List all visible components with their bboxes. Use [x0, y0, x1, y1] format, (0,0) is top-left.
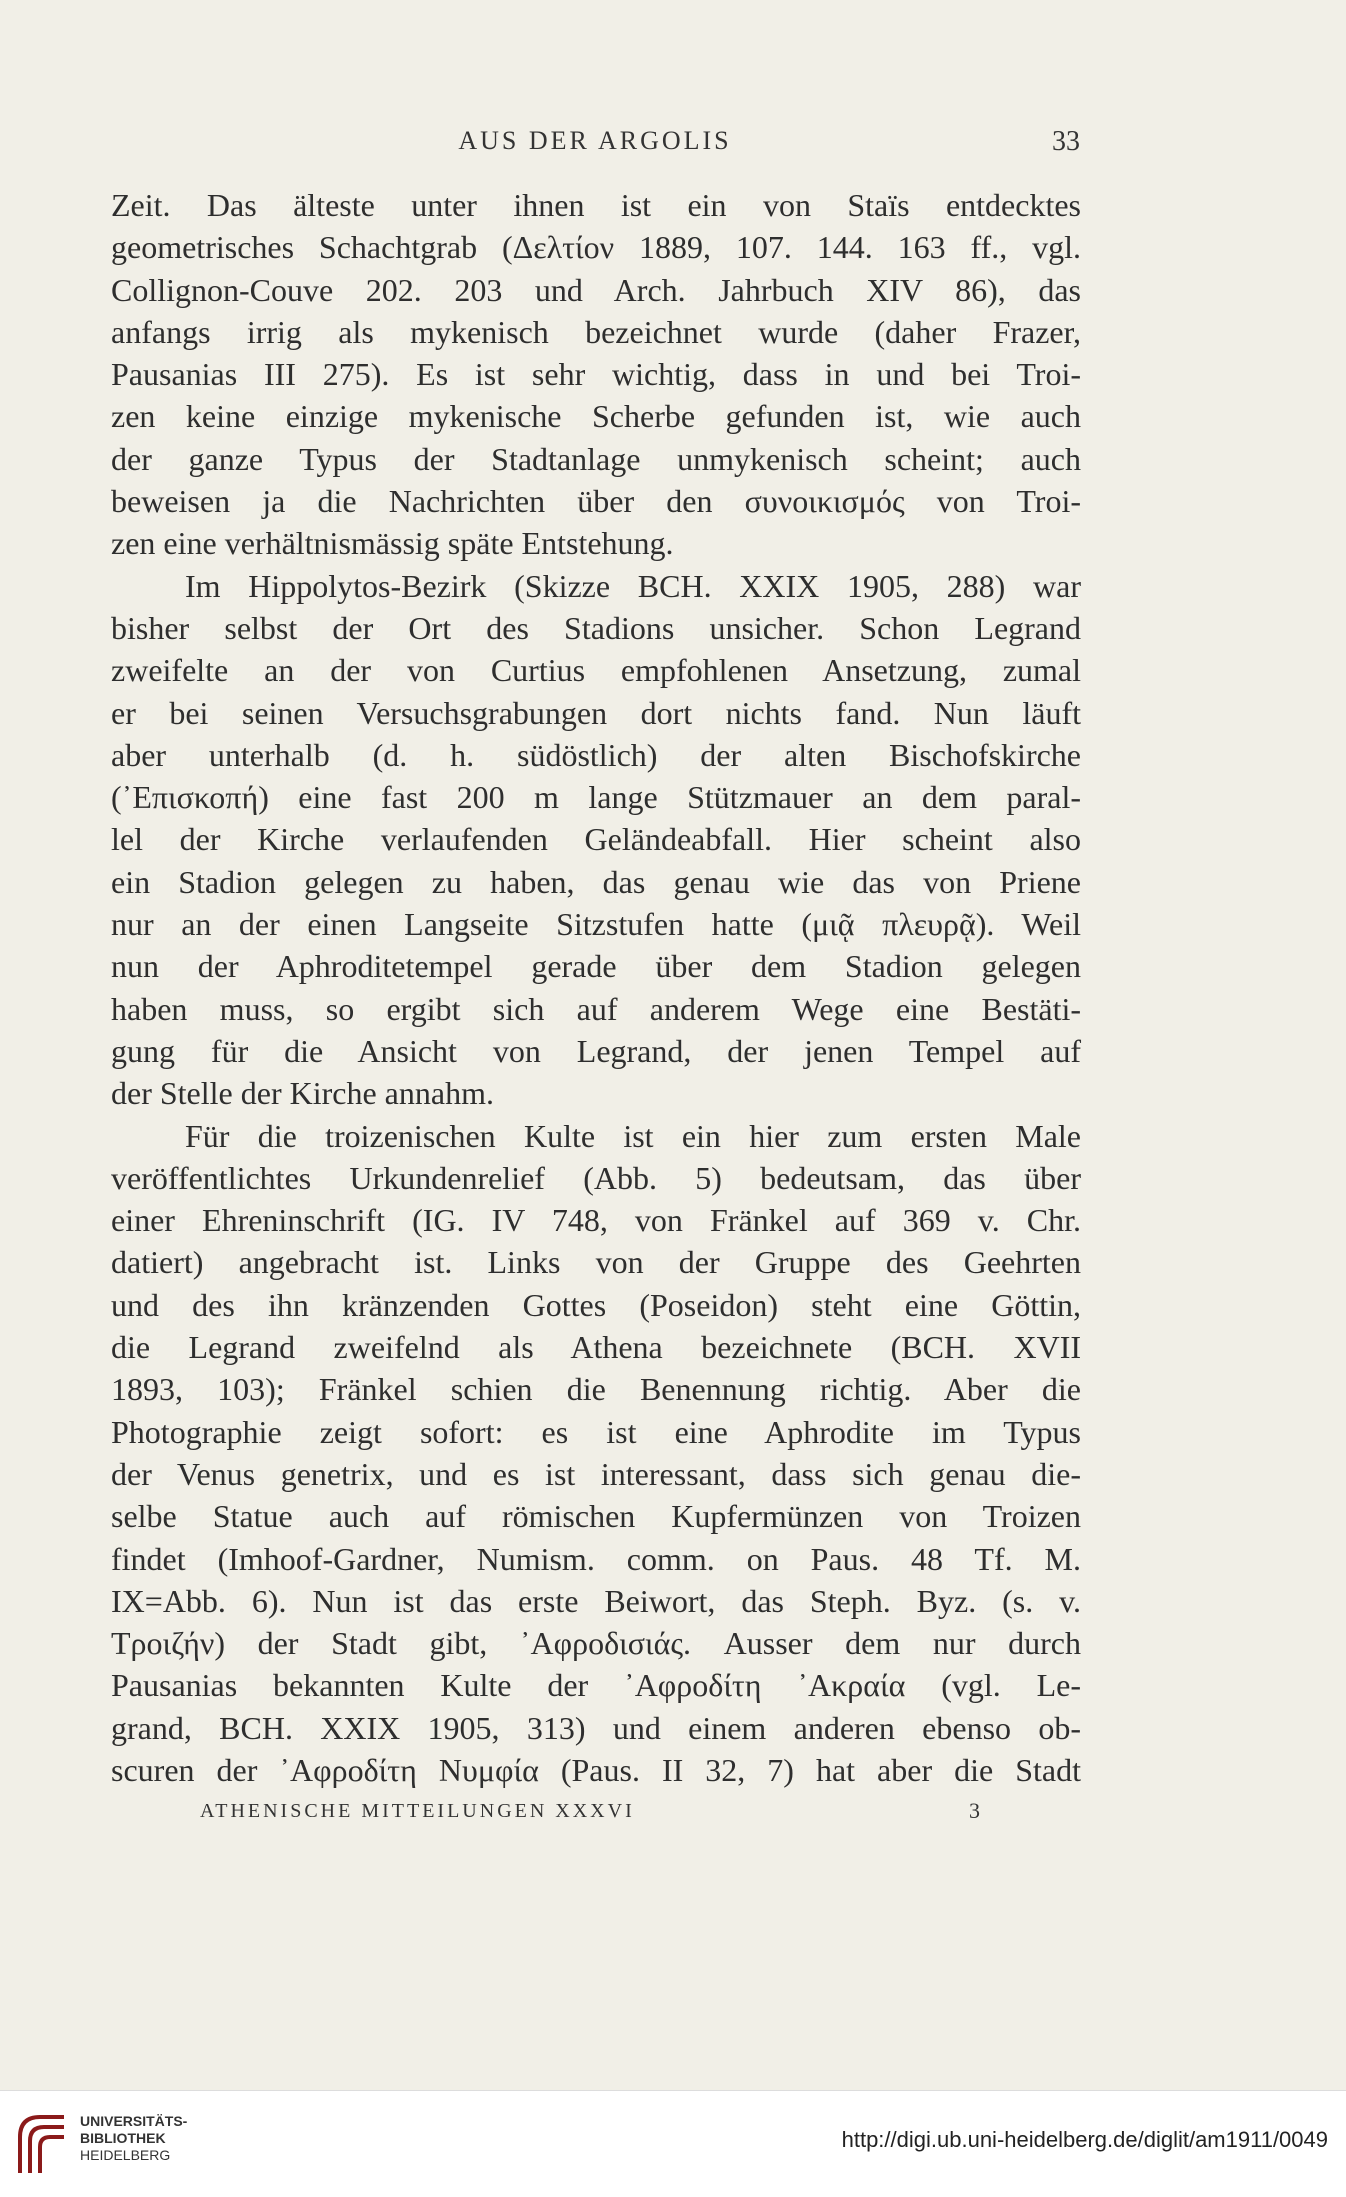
text-line: zweifelte an der von Curtius empfohlenen Ansetzung, zumal — [111, 652, 1081, 689]
text-line: scuren der ᾿Αφροδίτη Νυμφία (Paus. II 32, 7) hat aber die Stadt — [111, 1751, 1081, 1788]
text-line: haben muss, so ergibt sich auf anderem Wege eine Bestäti- — [111, 990, 1081, 1027]
library-footer-bar — [0, 2090, 1346, 2197]
text-line: die Legrand zweifelnd als Athena bezeichnete (BCH. XVII — [111, 1329, 1081, 1366]
text-line: Zeit. Das älteste unter ihnen ist ein von Staïs entdecktes — [111, 187, 1081, 223]
library-name-line1: UNIVERSITÄTS- — [80, 2113, 188, 2129]
library-logo-icon — [14, 2107, 70, 2179]
text-line: (᾿Επισκοπή) eine fast 200 m lange Stützmauer an dem paral- — [111, 779, 1081, 816]
text-line: gung für die Ansicht von Legrand, der jenen Tempel auf — [111, 1032, 1081, 1069]
text-line: findet (Imhoof-Gardner, Numism. comm. on Paus. 48 Tf. M. — [111, 1540, 1081, 1577]
running-head — [110, 126, 1080, 160]
text-line: der ganze Typus der Stadtanlage unmykenisch scheint; auch — [111, 440, 1081, 477]
text-line: grand, BCH. XXIX 1905, 313) und einem anderen ebenso ob- — [111, 1709, 1081, 1746]
text-line: Photographie zeigt sofort: es ist eine Aphrodite im Typus — [111, 1413, 1081, 1450]
text-line: lel der Kirche verlaufenden Geländeabfall. Hier scheint also — [111, 821, 1081, 858]
text-line: beweisen ja die Nachrichten über den συνοικισμός von Troi- — [111, 483, 1081, 520]
text-line: Collignon-Couve 202. 203 und Arch. Jahrbuch XIV 86), das — [111, 271, 1081, 308]
text-line: Für die troizenischen Kulte ist ein hier zum ersten Male — [185, 1117, 1081, 1154]
running-title: AUS DER ARGOLIS — [458, 126, 732, 155]
journal-signature-line: ATHENISCHE MITTEILUNGEN XXXVI — [200, 1800, 635, 1822]
text-line: bisher selbst der Ort des Stadions unsicher. Schon Legrand — [111, 609, 1081, 646]
text-line: zen keine einzige mykenische Scherbe gefunden ist, wie auch — [111, 398, 1081, 435]
text-line: Τροιζήν) der Stadt gibt, ᾿Αφροδισιάς. Ausser dem nur durch — [111, 1625, 1081, 1662]
text-line: veröffentlichtes Urkundenrelief (Abb. 5) bedeutsam, das über — [111, 1159, 1081, 1196]
text-line: Im Hippolytos-Bezirk (Skizze BCH. XXIX 1905, 288) war — [185, 567, 1081, 604]
text-line: er bei seinen Versuchsgrabungen dort nichts fand. Nun läuft — [111, 694, 1081, 731]
text-line: anfangs irrig als mykenisch bezeichnet wurde (daher Frazer, — [111, 313, 1081, 350]
text-line: ein Stadion gelegen zu haben, das genau wie das von Priene — [111, 863, 1081, 900]
source-url[interactable]: http://digi.ub.uni-heidelberg.de/diglit/am1911/0049 — [841, 2127, 1328, 2152]
text-line: nun der Aphroditetempel gerade über dem Stadion gelegen — [111, 948, 1081, 985]
library-name-line2: BIBLIOTHEK — [80, 2130, 166, 2146]
library-name-line3: HEIDELBERG — [80, 2147, 171, 2163]
text-line: datiert) angebracht ist. Links von der Gruppe des Geehrten — [111, 1244, 1081, 1281]
text-line: und des ihn kränzenden Gottes (Poseidon) steht eine Göttin, — [111, 1286, 1081, 1323]
text-line: Pausanias bekannten Kulte der ᾿Αφροδίτη ᾿Ακραία (vgl. Le- — [111, 1667, 1081, 1704]
body-text — [111, 184, 1081, 1791]
text-line: IX=Abb. 6). Nun ist das erste Beiwort, das Steph. Byz. (s. v. — [111, 1582, 1081, 1619]
library-name — [80, 2113, 187, 2164]
text-line: der Venus genetrix, und es ist interessant, dass sich genau die- — [111, 1455, 1081, 1492]
page-footer — [200, 1800, 980, 1830]
text-line: aber unterhalb (d. h. südöstlich) der alten Bischofskirche — [111, 736, 1081, 773]
text-line: 1893, 103); Fränkel schien die Benennung richtig. Aber die — [111, 1371, 1081, 1408]
page-number: 33 — [1052, 126, 1080, 157]
text-line: selbe Statue auch auf römischen Kupfermünzen von Troizen — [111, 1498, 1081, 1535]
text-line: einer Ehreninschrift (IG. IV 748, von Fränkel auf 369 v. Chr. — [111, 1202, 1081, 1239]
text-line: der Stelle der Kirche annahm. — [111, 1075, 494, 1112]
text-line: geometrisches Schachtgrab (Δελτίον 1889, 107. 144. 163 ff., vgl. — [111, 229, 1081, 266]
gathering-signature: 3 — [969, 1798, 980, 1823]
text-line: zen eine verhältnismässig späte Entstehung. — [111, 525, 674, 562]
text-line: nur an der einen Langseite Sitzstufen hatte (μιᾷ πλευρᾷ). Weil — [111, 906, 1081, 943]
text-line: Pausanias III 275). Es ist sehr wichtig, dass in und bei Troi- — [111, 356, 1081, 393]
